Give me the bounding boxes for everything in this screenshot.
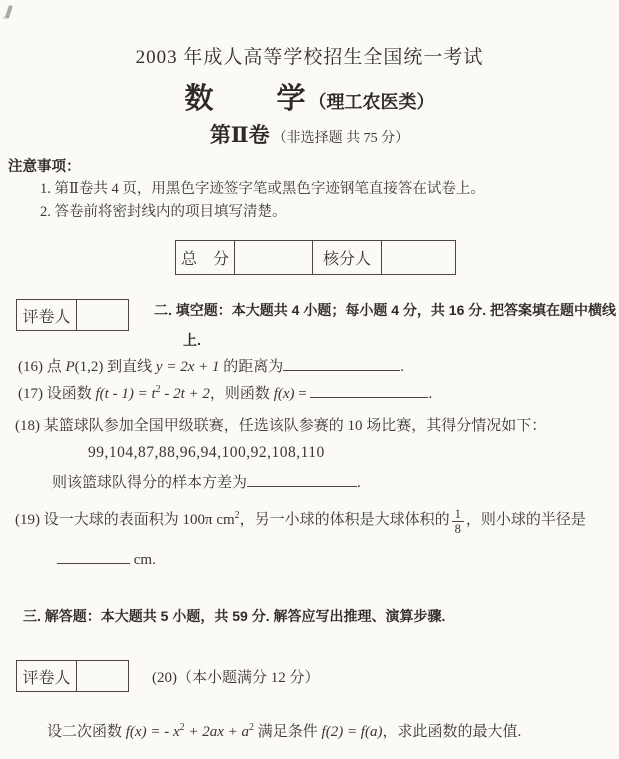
grader-box-row [17, 300, 129, 331]
grader-label: 评卷人 [17, 661, 77, 692]
question-20-header: (20)（本小题满分 12 分） [152, 670, 320, 686]
subject-char-1: 数 [184, 83, 215, 115]
subject-note: （理工农医类） [308, 92, 435, 112]
score-table [175, 240, 456, 275]
section-3-heading: 三. 解答题：本大题共 5 小题，共 59 分. 解答应写出推理、演算步骤. [23, 608, 446, 624]
grader-value-cell [77, 300, 129, 331]
question-18-scores: 99,104,87,88,96,94,100,92,108,110 [88, 444, 325, 461]
section-2-heading-line-2: 上. [183, 332, 201, 348]
notice-heading: 注意事项： [8, 159, 81, 175]
answer-blank [310, 382, 428, 398]
score-table-row [176, 241, 456, 275]
paper-title [0, 119, 619, 149]
grader-label: 评卷人 [17, 300, 77, 331]
notice-item-1: 1. 第Ⅱ卷共 4 页，用黑色字迹签字笔或黑色字迹钢笔直接答在试卷上。 [40, 181, 485, 197]
total-score-value-cell [235, 241, 313, 275]
checker-value-cell [382, 241, 456, 275]
grader-box-row [17, 661, 129, 692]
question-18-line-3: 则该篮球队得分的样本方差为 . [52, 471, 361, 492]
question-20-body: 设二次函数 f(x) = - $x^2 + 2ax + a^2$ 满足条件 f(2) = f(a)，求此函数的最大值. [47, 722, 522, 740]
subject-title [0, 76, 619, 117]
scan-artifact [3, 16, 9, 19]
question-19-line-1: (19) 设一大球的表面积为 100π $cm^2$，另一小球的体积是大球体积的 $\frac{1}{8}$ ，则小球的半径是 [15, 506, 586, 536]
fraction: $\frac{1}{8}$ [452, 507, 464, 537]
exam-title: 2003 年成人高等学校招生全国统一考试 [135, 47, 484, 68]
total-score-label: 总 分 [176, 241, 235, 275]
grader-box-2 [16, 660, 129, 692]
notice-item-2: 2. 答卷前将密封线内的项目填写清楚。 [40, 204, 287, 220]
question-19-line-2: cm. [57, 548, 156, 569]
answer-blank [57, 548, 130, 564]
grader-box-1 [16, 299, 129, 331]
question-16: (16) 点 P(1,2) 到直线 y = 2x + 1 的距离为 . [18, 355, 404, 376]
checker-label: 核分人 [313, 241, 382, 275]
question-17: (17) 设函数 $f(t - 1) = t^2 - 2t + 2$，则函数 f(x) = . [18, 384, 433, 402]
answer-blank [247, 471, 357, 487]
question-18-line-1: (18) 某篮球队参加全国甲级联赛，任选该队参赛的 10 场比赛，其得分情况如下： [15, 418, 547, 434]
grader-value-cell [77, 661, 129, 692]
paper-number: 第Ⅱ卷 [209, 123, 270, 147]
paper-note: （非选择题 共 75 分） [272, 131, 410, 146]
section-2-heading-line-1: 二. 填空题：本大题共 4 小题；每小题 4 分，共 16 分. 把答案填在题中横线 [154, 302, 617, 318]
answer-blank [283, 355, 400, 371]
subject-char-2: 学 [276, 83, 307, 115]
